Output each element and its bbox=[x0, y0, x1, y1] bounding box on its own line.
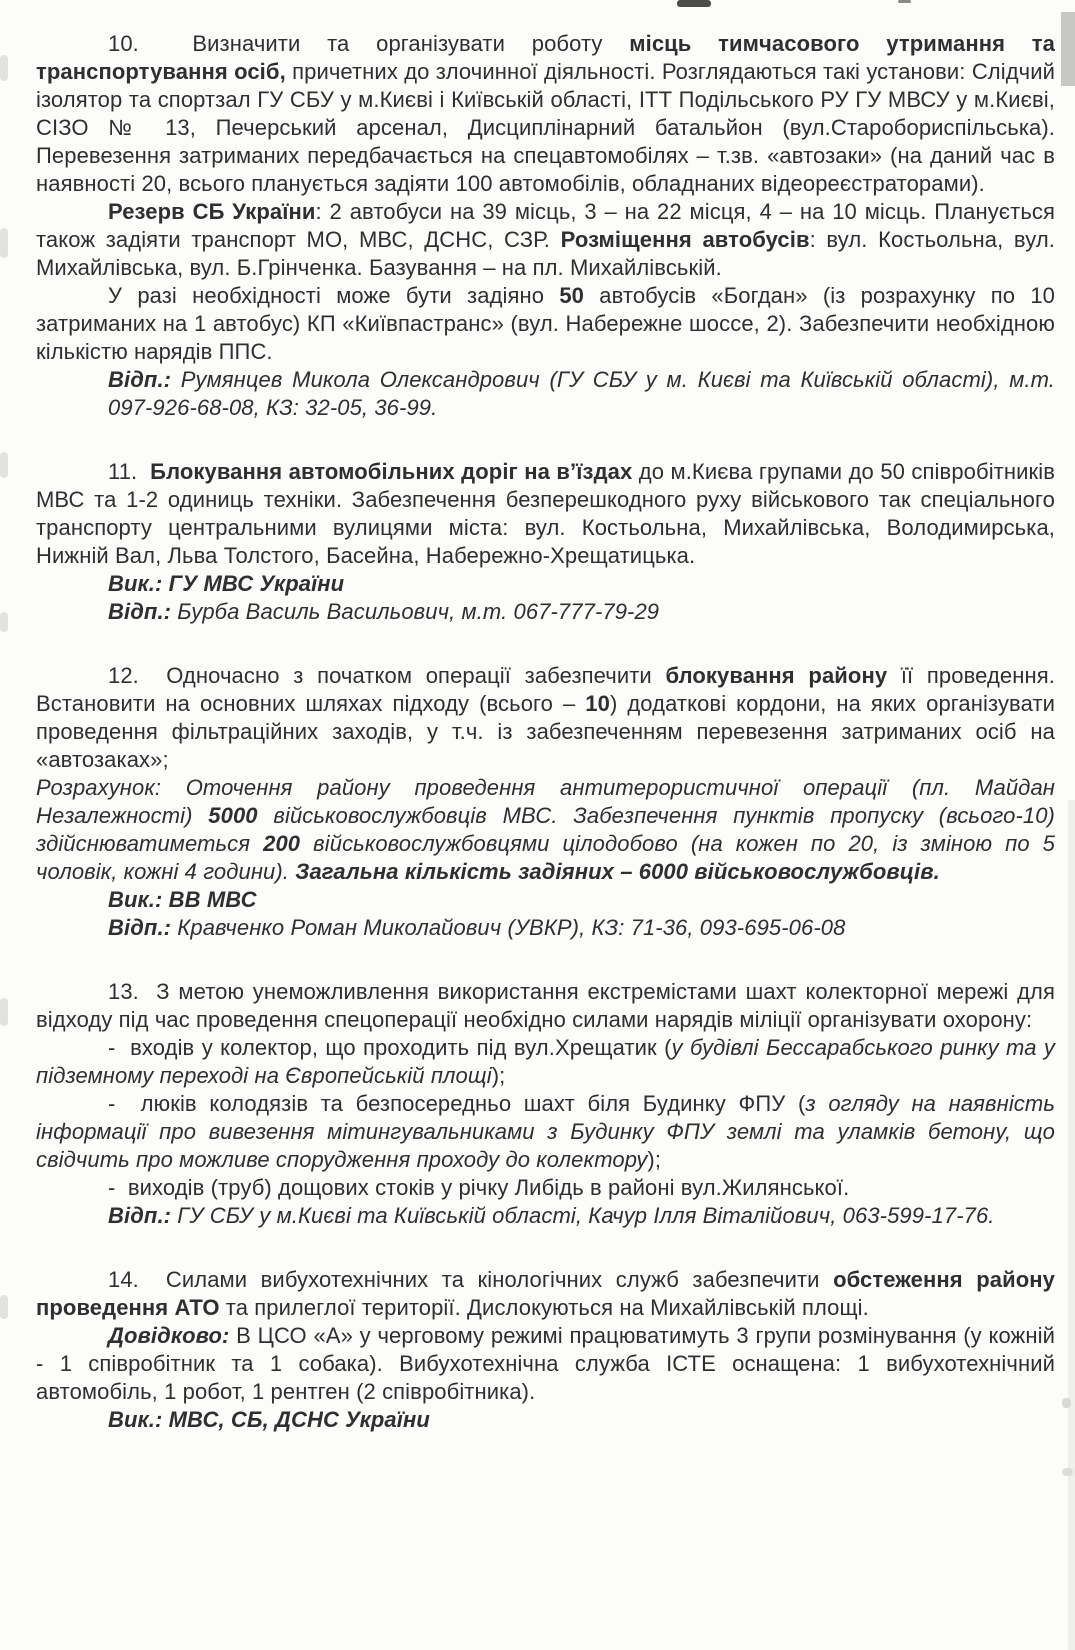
para-12-resp bbox=[108, 914, 1055, 942]
text-run: - входів у колектор, що проходить під вул.Хрещатик ( bbox=[108, 1035, 672, 1060]
text-run: 14. Силами вибухотехнічних та кінологічних служб забезпечити bbox=[108, 1267, 834, 1292]
text-run: Резерв СБ України bbox=[108, 199, 316, 224]
text-run: Вик.: ГУ МВС України bbox=[108, 571, 345, 596]
text-run: з огляду на наявність інформації про вивезення мітингувальниками з Будинку ФПУ землі та уламків бетону, що свідчить про можливе спорудження проходу до колектору bbox=[36, 1091, 1055, 1172]
text-run: 11. bbox=[108, 459, 151, 484]
text-run: та прилеглої території. Дислокуються на Михайлівській площі. bbox=[219, 1295, 869, 1320]
text-run: Розрахунок: Оточення району проведення антитерористичної операції (пл. Майдан Незалежності) bbox=[36, 775, 1055, 828]
text-run: у будівлі Бессарабського ринку та у підземному переході на Європейській площі bbox=[36, 1035, 1055, 1088]
text-run: обстеження району проведення АТО bbox=[36, 1267, 1055, 1320]
text-run: 13. З метою унеможливлення використання екстремістами шахт колекторної мережі для відходу під час проведення спецоперації необхідно силами нарядів міліції організувати охорону: bbox=[36, 979, 1055, 1032]
text-run: військовослужбовцями цілодобово (на кожен по 20, із зміною по 5 чоловік, кожні 4 години). bbox=[36, 831, 1055, 884]
text-run: В ЦСО «А» у черговому режимі працюватимуть 3 групи розмінування (у кожній - 1 співробітник та 1 собака). Вибухотехнічна служба ІСТЕ оснащена: 1 вибухотехнічний автомобіль, 1 робот, 1 рентген (2 співробітника). bbox=[36, 1323, 1055, 1404]
para-12 bbox=[36, 662, 1055, 774]
text-run: Довідково: bbox=[108, 1323, 230, 1348]
text-run: Блокування автомобільних доріг на в’їздах bbox=[150, 459, 633, 484]
text-run: У разі необхідності може бути задіяно bbox=[108, 283, 560, 308]
text-run: Розміщення автобусів bbox=[560, 227, 810, 252]
text-run: ) додаткові кордони, на яких організувати проведення фільтраційних заходів, у т.ч. із забезпеченням перевезення затриманих осіб на «автозаках»; bbox=[36, 691, 1056, 772]
para-11-exec bbox=[108, 570, 1055, 598]
scan-artifact-right-dot bbox=[1062, 1468, 1073, 1476]
text-run: ); bbox=[647, 1147, 662, 1172]
text-run: її проведення. Встановити на основних шляхах підходу (всього – bbox=[36, 663, 1055, 716]
text-run: блокування району bbox=[665, 663, 888, 688]
text-run: 50 bbox=[559, 283, 585, 308]
para-10-buses bbox=[36, 282, 1055, 366]
text-run: причетних до злочинної діяльності. Розглядаються такі установи: Слідчий ізолятор та спортзал ГУ СБУ у м.Києві і Київській області, ІТТ Подільського РУ ГУ МВСУ у м.Києві, СІЗО № 13, Печерський арсенал, Дисциплінарний батальйон (вул.Старобориспільська). Перевезення затриманих передбачається на спецавтомобілях – т.зв. «автозаки» (на даний час в наявності 20, всього планується задіяти 100 автомобілів, обладнаних відеореєстраторами). bbox=[36, 59, 1056, 196]
text-run: Кравченко Роман Миколайович (УВКР), КЗ: 71-36, 093-695-06-08 bbox=[171, 915, 846, 940]
text-run: 200 bbox=[263, 831, 301, 856]
para-11-resp bbox=[108, 598, 1055, 626]
text-run: Відп.: bbox=[108, 915, 172, 940]
text-run: - люків колодязів та безпосередньо шахт біля Будинку ФПУ ( bbox=[108, 1091, 806, 1116]
text-run: Вик.: МВС, СБ, ДСНС України bbox=[108, 1407, 430, 1432]
text-run: ); bbox=[491, 1063, 506, 1088]
text-run: Відп.: bbox=[108, 599, 172, 624]
text-run: : вул. Костьольна, вул. Михайлівська, вул. Б.Грінченка. Базування – на пл. Михайлівській. bbox=[36, 227, 1055, 280]
para-14-note bbox=[36, 1322, 1055, 1406]
text-run: Відп.: bbox=[108, 367, 172, 392]
text-run: до м.Києва групами до 50 співробітників МВС та 1-2 одиниць техніки. Забезпечення безперешкодного руху військового так спеціального транспорту центральними вулицями міста: вул. Костьольна, Михайлівська, Володимирська, Нижній Вал, Льва Толстого, Басейна, Набережно-Хрещатицька. bbox=[36, 459, 1055, 568]
para-14 bbox=[36, 1266, 1055, 1322]
para-13-item-1 bbox=[36, 1034, 1055, 1090]
para-10-resp bbox=[108, 366, 1055, 422]
text-run: - виходів (труб) дощових стоків у річку Либідь в районі вул.Жилянської. bbox=[108, 1175, 850, 1200]
text-run: Відп.: bbox=[108, 1203, 172, 1228]
text-run: 10 bbox=[585, 691, 610, 716]
text-run: Вик.: ВВ МВС bbox=[108, 887, 257, 912]
para-13 bbox=[36, 978, 1055, 1034]
para-10-reserve bbox=[36, 198, 1055, 282]
para-13-resp bbox=[108, 1202, 1055, 1230]
text-run: 5000 bbox=[208, 803, 258, 828]
para-12-calc bbox=[36, 774, 1055, 886]
para-10 bbox=[36, 30, 1055, 198]
text-run: ГУ СБУ у м.Києві та Київській області, Качур Ілля Віталійович, 063-599-17-76. bbox=[171, 1203, 995, 1228]
text-run: 10. Визначити та організувати роботу bbox=[108, 31, 630, 56]
para-14-exec bbox=[108, 1406, 1055, 1434]
text-run: військовослужбовців МВС. Забезпечення пунктів пропуску (всього-10) здійснюватиметься bbox=[36, 803, 1055, 856]
text-run: автобусів «Богдан» (із розрахунку по 10 затриманих на 1 автобус) КП «Київпастранс» (вул. Набережне шоссе, 2). Забезпечити необхідною кількістю нарядів ППС. bbox=[36, 283, 1055, 364]
para-13-item-3 bbox=[36, 1174, 1055, 1202]
text-run: Бурба Василь Васильович, м.т. 067-777-79-29 bbox=[171, 599, 660, 624]
text-run: 12. Одночасно з початком операції забезпечити bbox=[108, 663, 666, 688]
text-run: місць тимчасового утримання та транспортування осіб, bbox=[36, 31, 1055, 84]
para-13-item-2 bbox=[36, 1090, 1055, 1174]
text-run: Загальна кількість задіяних – 6000 військовослужбовців. bbox=[295, 859, 940, 884]
text-run: : 2 автобуси на 39 місць, 3 – на 22 місця, 4 – на 10 місць. Планується також задіяти транспорт МО, МВС, ДСНС, СЗР. bbox=[36, 199, 1055, 252]
para-12-exec bbox=[108, 886, 1055, 914]
para-11 bbox=[36, 458, 1055, 570]
text-run: Румянцев Микола Олександрович (ГУ СБУ у м. Києві та Київській області), м.т. 097-926-68-08, КЗ: 32-05, 36-99. bbox=[108, 367, 1055, 420]
